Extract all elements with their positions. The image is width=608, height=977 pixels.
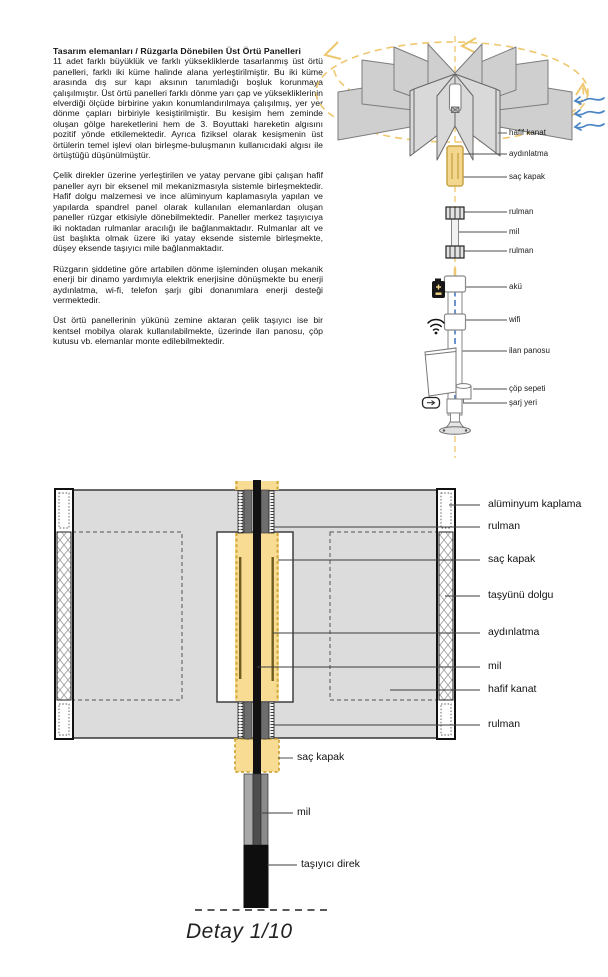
bearing-top bbox=[446, 207, 464, 219]
label-rulman-top: rulman bbox=[488, 520, 521, 532]
label-mil: mil bbox=[509, 227, 520, 236]
label-ilan-panosu: ilan panosu bbox=[509, 346, 550, 355]
label-aku: akü bbox=[509, 282, 522, 291]
rockwool-hatch-right bbox=[439, 532, 453, 700]
charging-station bbox=[423, 398, 463, 414]
paragraph-1: 11 adet farklı büyüklük ve farklı yüksekliklerde tasarlanmış üst örtü panelleri, farklı iki küme halinde alana yerleştirilmiştir. Bu iki küme arasında dış sur kapı aksının tanımladığı boşluk korunmaya çalışılmıştır. Üst örtü panelleri farklı dönme yarı çap ve yüksekliklerinin elverdiği ölçüde birbirine yakın konumlandırılmaya çalışılmış, yer yer dönme çapları birbiriyle kesiştirilmiştir. Bu kesişim hem zeminde oluşan gölge hareketlerini hem de 3. Boyuttaki hareketin algısını pozitif yönde etkilemektedir. Ayrıca fiziksel olarak kesişmenin üst örtülerin temel işlevi olan birleşme-buluşmanın kullanıcıdaki algısı ile örtüştüğü düşünülmüştür. bbox=[53, 56, 323, 161]
label-wifi: wifi bbox=[509, 315, 521, 324]
wind-arrows bbox=[575, 97, 604, 130]
rockwool-hatch-left bbox=[57, 532, 71, 700]
paragraph-2: Çelik direkler üzerine yerleştirilen ve yatay pervane gibi çalışan hafif paneller ayrı bir eksenel mil mekanizmasıyla sistemle birleşmektedir. Hafif dolgu malzemesi ve ince alüminyum kaplamasıyla yapılan ve yapılarda spandrel panel olarak kullanılan elemanlardan oluşan paneller rüzgar etkisiyle dönebilmektedir. Paneller merkez taşıyıcıya iki noktadan rulmanlar aracılığı ile bağlanmaktadır. Rulmanlar alt ve üst başlıkta olmak üzere iki yatay eksende sistemle birleşmekte, düşey eksende taşıyıcı mile bağlanmaktadır. bbox=[53, 170, 323, 254]
bearing-shaft-assembly bbox=[446, 207, 464, 258]
label-aydinlatma: aydınlatma bbox=[509, 149, 549, 158]
label-mil-detail: mil bbox=[488, 660, 502, 672]
label-aluminyum-kaplama: alüminyum kaplama bbox=[488, 498, 582, 510]
label-cop-sepeti: çöp sepeti bbox=[509, 384, 546, 393]
carrier-post bbox=[244, 845, 269, 908]
label-tasiyici-direk: taşıyıcı direk bbox=[301, 858, 360, 870]
wifi-icon bbox=[428, 320, 444, 335]
paragraph-3: Rüzgarın şiddetine göre artabilen dönme işleminden oluşan mekanik enerji bir dinamo yardımıyla elektrik enerjisine dönüşmekte bu enerji aydınlatma, wi-fi, telefon şarjı gibi donanımlara enerji desteği vermektedir. bbox=[53, 263, 323, 305]
notice-board bbox=[425, 348, 456, 399]
label-tasyunu-dolgu: taşyünü dolgu bbox=[488, 589, 554, 601]
panel-blade-front bbox=[496, 89, 500, 156]
panel-blade-front bbox=[410, 89, 414, 156]
label-aydinlatma-detail: aydınlatma bbox=[488, 626, 540, 638]
detail-drawing bbox=[50, 478, 480, 923]
base-flange bbox=[440, 413, 471, 434]
paragraph-4: Üst örtü panellerinin yükünü zemine aktaran çelik taşıyıcı ise bir kentsel mobilya olarak kullanılabilmekte, üzerinde ilan panosu, çöp kutusu vb. elemanlar monte edilebilmektedir. bbox=[53, 315, 323, 347]
detail-caption: Detay 1/10 bbox=[186, 920, 293, 943]
shaft bbox=[253, 480, 261, 774]
bearing-bottom bbox=[446, 246, 464, 258]
label-rulman-ust: rulman bbox=[509, 207, 534, 216]
axonometric-diagram bbox=[308, 28, 608, 473]
lighting-tube bbox=[447, 146, 463, 186]
wifi-node bbox=[445, 314, 466, 330]
label-rulman-alt: rulman bbox=[509, 246, 534, 255]
battery-node bbox=[445, 276, 466, 292]
label-sac-kapak-detail: saç kapak bbox=[488, 553, 536, 565]
center-shaft-housing bbox=[450, 84, 462, 113]
label-rulman-bottom: rulman bbox=[488, 718, 521, 730]
label-hafif-kanat: hafif kanat bbox=[509, 128, 546, 137]
lower-shaft bbox=[244, 774, 268, 845]
article-title: Tasarım elemanları / Rüzgarla Dönebilen Üst Örtü Panelleri bbox=[53, 46, 301, 56]
leader-lines bbox=[458, 133, 507, 403]
edge-right bbox=[437, 489, 455, 739]
plug-icon bbox=[423, 398, 440, 409]
label-sac-kapak: saç kapak bbox=[509, 172, 546, 181]
edge-left bbox=[55, 489, 73, 739]
article-text-block bbox=[53, 46, 323, 357]
label-sac-kapak-lower: saç kapak bbox=[297, 751, 345, 763]
battery-icon bbox=[432, 279, 445, 299]
label-sarj-yeri: şarj yeri bbox=[509, 398, 538, 407]
label-mil-lower: mil bbox=[297, 806, 311, 818]
label-hafif-kanat-detail: hafif kanat bbox=[488, 683, 537, 695]
